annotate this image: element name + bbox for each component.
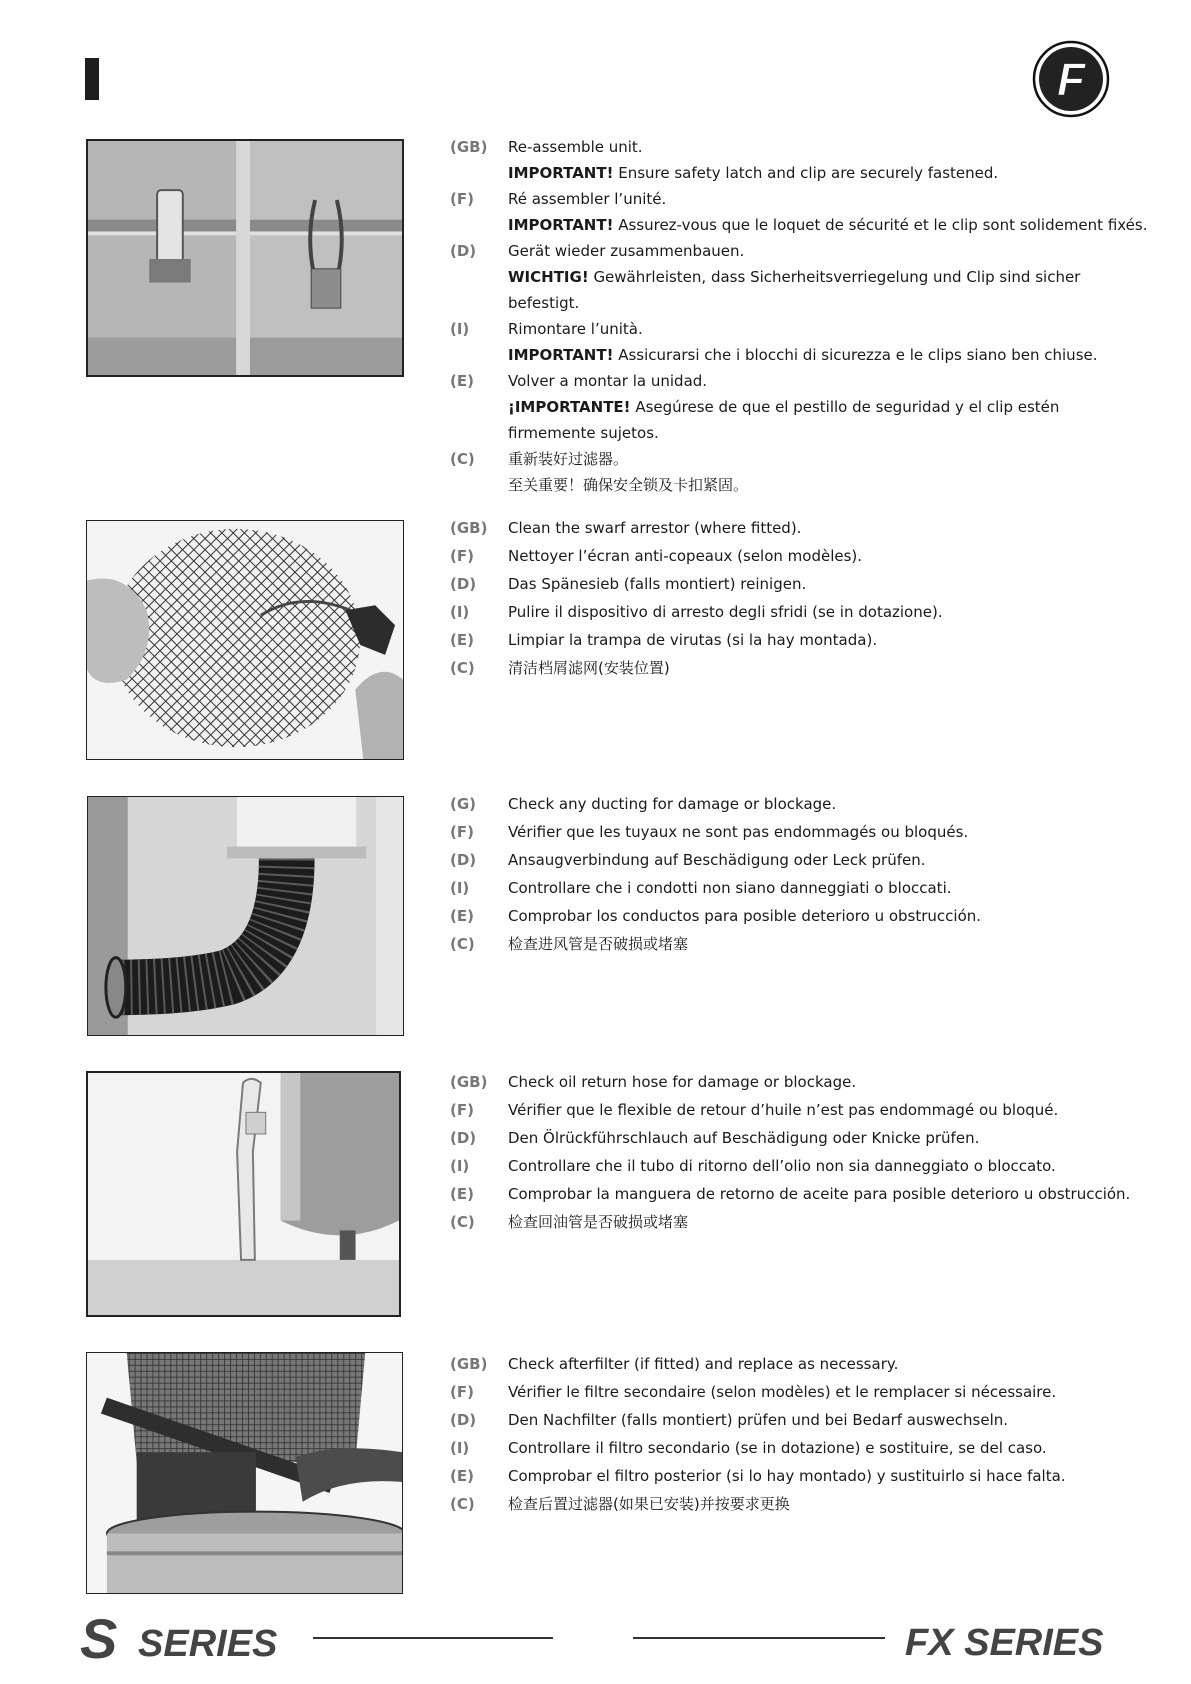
logo-letter: F <box>1056 53 1086 105</box>
fx-series-brand <box>905 1615 1115 1661</box>
photo-ducting <box>87 796 404 1036</box>
language-code: (C) <box>450 1213 475 1231</box>
language-code: (D) <box>450 242 477 260</box>
instruction-text: Rimontare l’unità. <box>508 320 643 338</box>
instruction-text: Vérifier le filtre secondaire (selon modèles) et le remplacer si nécessaire. <box>508 1383 1057 1401</box>
instruction-section-oil-return <box>450 1068 1150 1236</box>
instruction-text: Volver a montar la unidad. <box>508 372 708 390</box>
instruction-row-i <box>450 874 1150 902</box>
photo-swarf-arrestor <box>86 520 404 760</box>
instruction-row-f <box>450 1378 1150 1406</box>
s-series-word: SERIES <box>138 1623 278 1664</box>
language-code: (C) <box>450 659 475 677</box>
instruction-text: Gerät wieder zusammenbauen. <box>508 242 745 260</box>
language-code: (G) <box>450 795 477 813</box>
instruction-text: Controllare che i condotti non siano danneggiati o bloccati. <box>508 879 952 897</box>
language-code: (GB) <box>450 1355 488 1373</box>
language-code: (GB) <box>450 138 488 156</box>
instruction-text: Controllare il filtro secondario (se in dotazione) e sostituire, se del caso. <box>508 1439 1047 1457</box>
instruction-text: Vérifier que les tuyaux ne sont pas endommagés ou bloqués. <box>508 823 969 841</box>
s-series-letter: S <box>80 1612 118 1664</box>
language-code: (I) <box>450 1157 470 1175</box>
instruction-text: 检查进风管是否破损或堵塞 <box>508 935 689 953</box>
brand-logo-icon <box>1032 40 1110 118</box>
instruction-row-d <box>450 238 1150 316</box>
language-code: (C) <box>450 1495 475 1513</box>
s-series-brand <box>80 1612 300 1664</box>
instruction-row-d <box>450 570 1150 598</box>
language-code: (D) <box>450 575 477 593</box>
instruction-row-d <box>450 1124 1150 1152</box>
section-tab-marker <box>85 58 99 100</box>
important-text: 至关重要！确保安全锁及卡扣紧固。 <box>508 476 749 494</box>
instruction-section-afterfilter <box>450 1350 1150 1518</box>
instruction-row-f <box>450 186 1150 238</box>
language-code: (E) <box>450 907 474 925</box>
instruction-text: Den Ölrückführschlauch auf Beschädigung oder Knicke prüfen. <box>508 1129 980 1147</box>
photo-safety-latch <box>86 139 404 377</box>
language-code: (F) <box>450 547 474 565</box>
language-code: (D) <box>450 851 477 869</box>
language-code: (F) <box>450 1101 474 1119</box>
instruction-row-i <box>450 1152 1150 1180</box>
instruction-row-i <box>450 598 1150 626</box>
important-label: ¡IMPORTANTE! <box>508 398 631 416</box>
important-text: Gewährleisten, dass Sicherheitsverriegelung und Clip sind sicher befestigt. <box>508 268 1081 312</box>
instruction-row-c <box>450 1490 1150 1518</box>
photo-oil-return-hose <box>86 1071 401 1317</box>
instruction-row-gb <box>450 1068 1150 1096</box>
instruction-text: Clean the swarf arrestor (where fitted). <box>508 519 802 537</box>
fx-series-text: FX SERIES <box>905 1622 1104 1661</box>
language-code: (I) <box>450 1439 470 1457</box>
instruction-text: Comprobar el filtro posterior (si lo hay montado) y sustituirlo si hace falta. <box>508 1467 1066 1485</box>
instruction-section-swarf <box>450 514 1150 682</box>
important-text: Ensure safety latch and clip are securely fastened. <box>618 164 999 182</box>
footer-rule-right <box>633 1637 885 1639</box>
instruction-section-ducting <box>450 790 1150 958</box>
instruction-row-gb <box>450 1350 1150 1378</box>
instruction-text: 重新装好过滤器。 <box>508 450 629 468</box>
language-code: (F) <box>450 1383 474 1401</box>
instruction-row-c <box>450 930 1150 958</box>
instruction-row-gb <box>450 514 1150 542</box>
language-code: (E) <box>450 1185 474 1203</box>
instruction-text: 清洁档屑滤网(安装位置) <box>508 659 670 677</box>
language-code: (C) <box>450 935 475 953</box>
instruction-row-f <box>450 818 1150 846</box>
instruction-row-i <box>450 1434 1150 1462</box>
important-text: Assurez-vous que le loquet de sécurité et le clip sont solidement fixés. <box>618 216 1148 234</box>
language-code: (E) <box>450 631 474 649</box>
instruction-section-reassemble <box>450 134 1150 498</box>
instruction-text: Ansaugverbindung auf Beschädigung oder Leck prüfen. <box>508 851 926 869</box>
instruction-row-d <box>450 846 1150 874</box>
instruction-text: Check any ducting for damage or blockage. <box>508 795 837 813</box>
language-code: (E) <box>450 1467 474 1485</box>
language-code: (GB) <box>450 519 488 537</box>
instruction-row-e <box>450 902 1150 930</box>
important-label: IMPORTANT! <box>508 346 614 364</box>
instruction-text: Check oil return hose for damage or blockage. <box>508 1073 857 1091</box>
instruction-text: Den Nachfilter (falls montiert) prüfen und bei Bedarf auswechseln. <box>508 1411 1009 1429</box>
language-code: (I) <box>450 320 470 338</box>
important-text: Assicurarsi che i blocchi di sicurezza e le clips siano ben chiuse. <box>618 346 1098 364</box>
instruction-row-gb <box>450 134 1150 186</box>
instruction-row-f <box>450 1096 1150 1124</box>
language-code: (I) <box>450 603 470 621</box>
instruction-row-g <box>450 790 1150 818</box>
photo-afterfilter <box>86 1352 403 1594</box>
instruction-text: Comprobar los conductos para posible deterioro u obstrucción. <box>508 907 982 925</box>
language-code: (C) <box>450 450 475 468</box>
language-code: (F) <box>450 190 474 208</box>
instruction-row-e <box>450 368 1150 446</box>
language-code: (D) <box>450 1411 477 1429</box>
instruction-text: Nettoyer l’écran anti-copeaux (selon modèles). <box>508 547 863 565</box>
language-code: (I) <box>450 879 470 897</box>
instruction-text: Check afterfilter (if fitted) and replace as necessary. <box>508 1355 899 1373</box>
language-code: (GB) <box>450 1073 488 1091</box>
important-text: Asegúrese de que el pestillo de seguridad y el clip estén firmemente sujetos. <box>508 398 1060 442</box>
instruction-text: Comprobar la manguera de retorno de aceite para posible deterioro u obstrucción. <box>508 1185 1131 1203</box>
instruction-text: Ré assembler l’unité. <box>508 190 667 208</box>
language-code: (D) <box>450 1129 477 1147</box>
instruction-row-c <box>450 654 1150 682</box>
instruction-text: Vérifier que le flexible de retour d’huile n’est pas endommagé ou bloqué. <box>508 1101 1059 1119</box>
instruction-row-c <box>450 1208 1150 1236</box>
instruction-row-d <box>450 1406 1150 1434</box>
instruction-row-e <box>450 1462 1150 1490</box>
instruction-text: Controllare che il tubo di ritorno dell’olio non sia danneggiato o bloccato. <box>508 1157 1056 1175</box>
instruction-text: 检查后置过滤器(如果已安装)并按要求更换 <box>508 1495 790 1513</box>
important-label: IMPORTANT! <box>508 216 614 234</box>
language-code: (E) <box>450 372 474 390</box>
instruction-row-e <box>450 626 1150 654</box>
footer-rule-left <box>313 1637 553 1639</box>
instruction-text: Das Spänesieb (falls montiert) reinigen. <box>508 575 807 593</box>
important-label: IMPORTANT! <box>508 164 614 182</box>
instruction-text: Limpiar la trampa de virutas (si la hay montada). <box>508 631 878 649</box>
instruction-row-i <box>450 316 1150 368</box>
instruction-row-e <box>450 1180 1150 1208</box>
instruction-text: Re-assemble unit. <box>508 138 643 156</box>
instruction-row-f <box>450 542 1150 570</box>
language-code: (F) <box>450 823 474 841</box>
instruction-row-c <box>450 446 1150 498</box>
instruction-text: Pulire il dispositivo di arresto degli sfridi (se in dotazione). <box>508 603 943 621</box>
important-label: WICHTIG! <box>508 268 589 286</box>
instruction-text: 检查回油管是否破损或堵塞 <box>508 1213 689 1231</box>
